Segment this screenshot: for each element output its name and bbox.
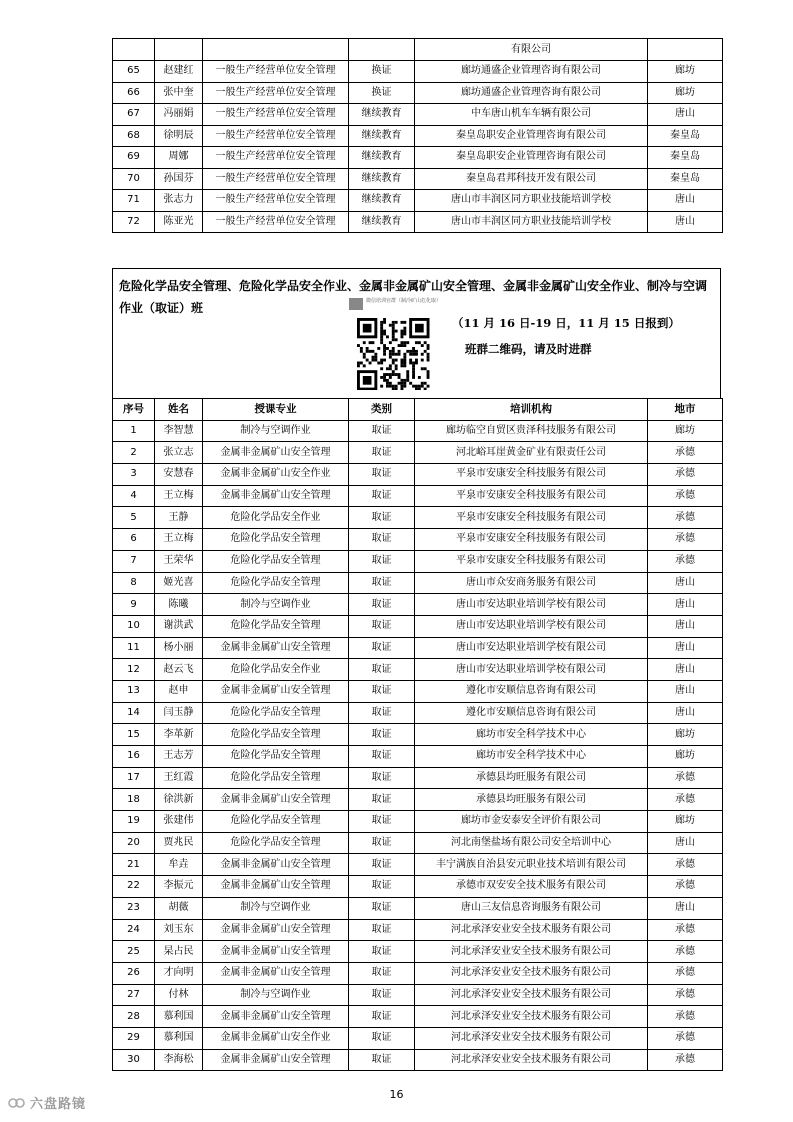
table-cell: 唐山市安达职业培训学校有限公司 bbox=[415, 637, 648, 659]
table-cell: 王志芳 bbox=[155, 746, 203, 768]
table-cell: 金属非金属矿山安全管理 bbox=[203, 680, 349, 702]
page-number: 16 bbox=[389, 1088, 404, 1101]
table-cell: 取证 bbox=[349, 1006, 415, 1028]
table-cell: 刘玉东 bbox=[155, 919, 203, 941]
table-cell: 29 bbox=[113, 1027, 155, 1049]
table-cell: 危险化学品安全管理 bbox=[203, 767, 349, 789]
table-row bbox=[113, 919, 723, 941]
table-row bbox=[113, 594, 723, 616]
table-cell: 70 bbox=[113, 168, 155, 190]
table-cell: 取证 bbox=[349, 962, 415, 984]
table-cell: 唐山市众安商务服务有限公司 bbox=[415, 572, 648, 594]
table-cell: 唐山市安达职业培训学校有限公司 bbox=[415, 615, 648, 637]
table-cell: 安慧春 bbox=[155, 464, 203, 486]
table-cell: 廊坊 bbox=[648, 746, 723, 768]
table-cell: 唐山市丰润区同方职业技能培训学校 bbox=[415, 190, 648, 212]
watermark-text: 六盘路镜 bbox=[30, 1097, 87, 1112]
table-row bbox=[113, 897, 723, 919]
table-cell: 孙国芬 bbox=[155, 168, 203, 190]
table-cell: 王立梅 bbox=[155, 529, 203, 551]
table-cell: 取证 bbox=[349, 832, 415, 854]
table-cell: 金属非金属矿山安全作业 bbox=[203, 464, 349, 486]
table-cell: 危险化学品安全管理 bbox=[203, 832, 349, 854]
table-cell: 一般生产经营单位安全管理 bbox=[203, 82, 349, 104]
table-row bbox=[113, 61, 723, 83]
table-cell: 17 bbox=[113, 767, 155, 789]
table-row bbox=[113, 464, 723, 486]
table-cell bbox=[113, 39, 155, 61]
table-cell: 取证 bbox=[349, 897, 415, 919]
table-cell: 平泉市安康安全科技服务有限公司 bbox=[415, 529, 648, 551]
table-cell: 取证 bbox=[349, 724, 415, 746]
table-cell: 河北承泽安业安全技术服务有限公司 bbox=[415, 1049, 648, 1071]
table-cell: 取证 bbox=[349, 854, 415, 876]
table-cell: 取证 bbox=[349, 572, 415, 594]
table-cell: 3 bbox=[113, 464, 155, 486]
table-cell: 16 bbox=[113, 746, 155, 768]
table-cell: 取证 bbox=[349, 1027, 415, 1049]
table-cell: 取证 bbox=[349, 485, 415, 507]
table-cell: 廊坊市安全科学技术中心 bbox=[415, 724, 648, 746]
table-cell: 遵化市安顺信息咨询有限公司 bbox=[415, 680, 648, 702]
table-cell: 河北承泽安业安全技术服务有限公司 bbox=[415, 941, 648, 963]
table-cell: 承德市双安安全技术服务有限公司 bbox=[415, 876, 648, 898]
table-cell: 5 bbox=[113, 507, 155, 529]
table-cell: 唐山市安达职业培训学校有限公司 bbox=[415, 659, 648, 681]
table-cell: 河北承泽安业安全技术服务有限公司 bbox=[415, 984, 648, 1006]
table-cell: 28 bbox=[113, 1006, 155, 1028]
table-row bbox=[113, 125, 723, 147]
table-row bbox=[113, 190, 723, 212]
table-cell: 姬光喜 bbox=[155, 572, 203, 594]
table-cell: 平泉市安康安全科技服务有限公司 bbox=[415, 464, 648, 486]
table-cell: 唐山市丰润区同方职业技能培训学校 bbox=[415, 211, 648, 233]
table-cell: 20 bbox=[113, 832, 155, 854]
table-cell: 秦皇岛君邦科技开发有限公司 bbox=[415, 168, 648, 190]
class-dates: （11 月 16 日-19 日，11 月 15 日报到） bbox=[452, 316, 680, 330]
table-cell: 王静 bbox=[155, 507, 203, 529]
table-cell: 唐山 bbox=[648, 104, 723, 126]
table-row bbox=[113, 832, 723, 854]
table-cell: 李振元 bbox=[155, 876, 203, 898]
table-cell: 取证 bbox=[349, 550, 415, 572]
table-cell: 廊坊 bbox=[648, 811, 723, 833]
table-cell: 取证 bbox=[349, 1049, 415, 1071]
table-cell: 贾兆民 bbox=[155, 832, 203, 854]
table-cell: 取证 bbox=[349, 767, 415, 789]
table-cell: 21 bbox=[113, 854, 155, 876]
table-cell: 秦皇岛 bbox=[648, 168, 723, 190]
table-cell: 遵化市安顺信息咨询有限公司 bbox=[415, 702, 648, 724]
table-cell: 唐山 bbox=[648, 659, 723, 681]
table-cell: 23 bbox=[113, 897, 155, 919]
table-cell: 取证 bbox=[349, 876, 415, 898]
table-cell bbox=[203, 39, 349, 61]
table-cell: 金属非金属矿山安全管理 bbox=[203, 919, 349, 941]
table-cell: 河北承泽安业安全技术服务有限公司 bbox=[415, 962, 648, 984]
table-cell: 危险化学品安全管理 bbox=[203, 572, 349, 594]
table-row bbox=[113, 82, 723, 104]
table-cell: 承德 bbox=[648, 464, 723, 486]
table-cell: 中车唐山机车车辆有限公司 bbox=[415, 104, 648, 126]
table-cell: 69 bbox=[113, 147, 155, 169]
table-cell: 廊坊市金安泰安全评价有限公司 bbox=[415, 811, 648, 833]
table-cell: 平泉市安康安全科技服务有限公司 bbox=[415, 507, 648, 529]
table-cell: 一般生产经营单位安全管理 bbox=[203, 125, 349, 147]
table-cell: 唐山 bbox=[648, 897, 723, 919]
table-cell: 李海松 bbox=[155, 1049, 203, 1071]
table-cell: 有限公司 bbox=[415, 39, 648, 61]
table-cell: 唐山 bbox=[648, 637, 723, 659]
table-row bbox=[113, 767, 723, 789]
table-cell: 取证 bbox=[349, 789, 415, 811]
table-cell: 赵云飞 bbox=[155, 659, 203, 681]
table-cell: 陈曦 bbox=[155, 594, 203, 616]
table-cell: 承德 bbox=[648, 876, 723, 898]
table-cell: 唐山市安达职业培训学校有限公司 bbox=[415, 594, 648, 616]
table-cell: 一般生产经营单位安全管理 bbox=[203, 147, 349, 169]
table-cell: 王红霞 bbox=[155, 767, 203, 789]
table-cell: 继续教育 bbox=[349, 125, 415, 147]
table-cell: 一般生产经营单位安全管理 bbox=[203, 104, 349, 126]
table-row bbox=[113, 854, 723, 876]
table-row bbox=[113, 211, 723, 233]
table-cell: 唐山 bbox=[648, 702, 723, 724]
table-cell: 承德 bbox=[648, 1006, 723, 1028]
table-cell: 秦皇岛职安企业管理咨询有限公司 bbox=[415, 125, 648, 147]
table-cell: 67 bbox=[113, 104, 155, 126]
table-cell: 金属非金属矿山安全管理 bbox=[203, 442, 349, 464]
table-cell: 危险化学品安全管理 bbox=[203, 724, 349, 746]
table-row bbox=[113, 680, 723, 702]
table-row bbox=[113, 962, 723, 984]
table-continued bbox=[112, 38, 723, 233]
table-header-row bbox=[113, 399, 723, 421]
group-avatar-icon bbox=[349, 298, 363, 310]
table-cell: 王立梅 bbox=[155, 485, 203, 507]
table-cell: 河北南堡盐场有限公司安全培训中心 bbox=[415, 832, 648, 854]
table-cell: 承德 bbox=[648, 550, 723, 572]
table-cell: 张建伟 bbox=[155, 811, 203, 833]
table-cell: 继续教育 bbox=[349, 168, 415, 190]
table-row bbox=[113, 104, 723, 126]
column-header: 类别 bbox=[349, 399, 415, 421]
class-info-box bbox=[112, 268, 721, 398]
table-row bbox=[113, 507, 723, 529]
table-cell: 承德 bbox=[648, 1049, 723, 1071]
table-cell: 19 bbox=[113, 811, 155, 833]
table-cell: 承德 bbox=[648, 442, 723, 464]
table-cell: 72 bbox=[113, 211, 155, 233]
table-cell: 25 bbox=[113, 941, 155, 963]
table-cell: 秦皇岛 bbox=[648, 125, 723, 147]
table-cell: 承德 bbox=[648, 1027, 723, 1049]
table-cell: 取证 bbox=[349, 941, 415, 963]
table-cell: 制冷与空调作业 bbox=[203, 897, 349, 919]
table-cell: 廊坊市安全科学技术中心 bbox=[415, 746, 648, 768]
table-cell: 取证 bbox=[349, 507, 415, 529]
table-cell: 66 bbox=[113, 82, 155, 104]
table-cell: 杲占民 bbox=[155, 941, 203, 963]
table-row bbox=[113, 637, 723, 659]
table-cell: 谢洪武 bbox=[155, 615, 203, 637]
table-cell: 河北承泽安业安全技术服务有限公司 bbox=[415, 1006, 648, 1028]
table-cell: 11 bbox=[113, 637, 155, 659]
column-header: 姓名 bbox=[155, 399, 203, 421]
table-cell: 一般生产经营单位安全管理 bbox=[203, 61, 349, 83]
table-cell: 制冷与空调作业 bbox=[203, 594, 349, 616]
table-cell: 26 bbox=[113, 962, 155, 984]
table-cell: 危险化学品安全管理 bbox=[203, 615, 349, 637]
table-row bbox=[113, 485, 723, 507]
table-cell: 9 bbox=[113, 594, 155, 616]
table-cell: 李智慧 bbox=[155, 420, 203, 442]
table-cell: 15 bbox=[113, 724, 155, 746]
table-cell: 10 bbox=[113, 615, 155, 637]
table-cell: 取证 bbox=[349, 615, 415, 637]
table-row bbox=[113, 702, 723, 724]
table-cell: 廊坊临空自贸区贵泽科技服务有限公司 bbox=[415, 420, 648, 442]
table-cell: 4 bbox=[113, 485, 155, 507]
qr-header bbox=[349, 296, 441, 316]
table-row bbox=[113, 789, 723, 811]
table-cell: 唐山 bbox=[648, 615, 723, 637]
table-cell: 取证 bbox=[349, 442, 415, 464]
table-cell: 王荣华 bbox=[155, 550, 203, 572]
table-cell: 廊坊 bbox=[648, 61, 723, 83]
table-cell: 承德 bbox=[648, 485, 723, 507]
table-cell: 一般生产经营单位安全管理 bbox=[203, 190, 349, 212]
table-cell: 牟垚 bbox=[155, 854, 203, 876]
table-cell: 24 bbox=[113, 919, 155, 941]
table-cell: 廊坊 bbox=[648, 82, 723, 104]
table-cell: 张中奎 bbox=[155, 82, 203, 104]
table-cell: 14 bbox=[113, 702, 155, 724]
column-header: 培训机构 bbox=[415, 399, 648, 421]
table-cell: 12 bbox=[113, 659, 155, 681]
table-cell: 河北承泽安业安全技术服务有限公司 bbox=[415, 1027, 648, 1049]
table-cell: 18 bbox=[113, 789, 155, 811]
table-cell: 唐山 bbox=[648, 832, 723, 854]
qr-card bbox=[349, 296, 441, 392]
table-cell: 7 bbox=[113, 550, 155, 572]
table-cell: 徐明辰 bbox=[155, 125, 203, 147]
table-cell: 取证 bbox=[349, 919, 415, 941]
table-cell: 30 bbox=[113, 1049, 155, 1071]
table-cell: 周娜 bbox=[155, 147, 203, 169]
table-cell: 71 bbox=[113, 190, 155, 212]
table-row bbox=[113, 811, 723, 833]
table-cell: 承德 bbox=[648, 767, 723, 789]
table-cell: 慕利国 bbox=[155, 1006, 203, 1028]
table-cell: 继续教育 bbox=[349, 211, 415, 233]
table-row bbox=[113, 984, 723, 1006]
table-row bbox=[113, 659, 723, 681]
table-cell: 平泉市安康安全科技服务有限公司 bbox=[415, 485, 648, 507]
table-cell: 取证 bbox=[349, 529, 415, 551]
table-cell: 才向明 bbox=[155, 962, 203, 984]
qr-code-icon bbox=[357, 318, 433, 390]
table-cell: 张立志 bbox=[155, 442, 203, 464]
table-row bbox=[113, 746, 723, 768]
qr-group-name: 微信培训官群（制冷矿山危化取） bbox=[366, 298, 442, 304]
column-header: 授课专业 bbox=[203, 399, 349, 421]
table-cell: 取证 bbox=[349, 464, 415, 486]
table-row bbox=[113, 724, 723, 746]
table-cell bbox=[349, 39, 415, 61]
table-row bbox=[113, 168, 723, 190]
watermark-logo-icon bbox=[8, 1096, 26, 1110]
table-cell: 廊坊 bbox=[648, 420, 723, 442]
table-row bbox=[113, 147, 723, 169]
table-cell: 承德 bbox=[648, 941, 723, 963]
table-cell: 8 bbox=[113, 572, 155, 594]
table-cell: 取证 bbox=[349, 702, 415, 724]
table-cell: 取证 bbox=[349, 659, 415, 681]
table-cell: 金属非金属矿山安全管理 bbox=[203, 637, 349, 659]
table-row bbox=[113, 572, 723, 594]
join-group-note: 班群二维码，请及时进群 bbox=[465, 342, 592, 356]
table-cell: 危险化学品安全管理 bbox=[203, 702, 349, 724]
table-cell: 秦皇岛 bbox=[648, 147, 723, 169]
table-cell: 65 bbox=[113, 61, 155, 83]
table-cell: 取证 bbox=[349, 984, 415, 1006]
table-cell: 金属非金属矿山安全管理 bbox=[203, 854, 349, 876]
table-cell: 2 bbox=[113, 442, 155, 464]
table-row bbox=[113, 615, 723, 637]
table-cell: 唐山 bbox=[648, 594, 723, 616]
table-cell: 27 bbox=[113, 984, 155, 1006]
table-cell: 1 bbox=[113, 420, 155, 442]
table-cell bbox=[648, 39, 723, 61]
table-cell: 金属非金属矿山安全作业 bbox=[203, 1027, 349, 1049]
table-cell: 张志力 bbox=[155, 190, 203, 212]
table-cell: 68 bbox=[113, 125, 155, 147]
table-cell: 危险化学品安全管理 bbox=[203, 746, 349, 768]
table-cell: 危险化学品安全管理 bbox=[203, 550, 349, 572]
table-cell: 6 bbox=[113, 529, 155, 551]
table-cell: 承德 bbox=[648, 789, 723, 811]
table-cell: 危险化学品安全管理 bbox=[203, 811, 349, 833]
table-cell: 承德 bbox=[648, 919, 723, 941]
table-cell: 金属非金属矿山安全管理 bbox=[203, 962, 349, 984]
table-cell: 危险化学品安全作业 bbox=[203, 659, 349, 681]
table-cell: 金属非金属矿山安全管理 bbox=[203, 941, 349, 963]
table-cell: 慕利国 bbox=[155, 1027, 203, 1049]
table-cell: 金属非金属矿山安全管理 bbox=[203, 789, 349, 811]
table-cell: 廊坊通盛企业管理咨询有限公司 bbox=[415, 61, 648, 83]
table-cell: 承德 bbox=[648, 507, 723, 529]
table-cell: 换证 bbox=[349, 61, 415, 83]
table-cell: 平泉市安康安全科技服务有限公司 bbox=[415, 550, 648, 572]
table-cell: 取证 bbox=[349, 680, 415, 702]
table-cell: 徐洪新 bbox=[155, 789, 203, 811]
table-cell: 陈亚光 bbox=[155, 211, 203, 233]
table-cell: 危险化学品安全作业 bbox=[203, 507, 349, 529]
table-cell: 唐山 bbox=[648, 572, 723, 594]
table-cell: 13 bbox=[113, 680, 155, 702]
table-cell: 胡薇 bbox=[155, 897, 203, 919]
table-cell: 廊坊通盛企业管理咨询有限公司 bbox=[415, 82, 648, 104]
table-cell: 冯丽娟 bbox=[155, 104, 203, 126]
table-cell: 唐山 bbox=[648, 190, 723, 212]
table-row bbox=[113, 876, 723, 898]
table-row bbox=[113, 550, 723, 572]
table-cell: 河北峪耳崖黄金矿业有限责任公司 bbox=[415, 442, 648, 464]
table-cell: 取证 bbox=[349, 594, 415, 616]
table-row bbox=[113, 1006, 723, 1028]
table-row bbox=[113, 941, 723, 963]
table-row bbox=[113, 39, 723, 61]
table-cell: 唐山三友信息咨询服务有限公司 bbox=[415, 897, 648, 919]
table-cell: 李革新 bbox=[155, 724, 203, 746]
watermark bbox=[8, 1093, 86, 1112]
student-table bbox=[112, 398, 723, 1071]
table-cell: 廊坊 bbox=[648, 724, 723, 746]
table-cell: 闫玉静 bbox=[155, 702, 203, 724]
class-title: 危险化学品安全管理、危险化学品安全作业、金属非金属矿山安全管理、金属非金属矿山安全作业、制冷与空调作业（取证）班 bbox=[119, 279, 708, 315]
table-cell: 河北承泽安业安全技术服务有限公司 bbox=[415, 919, 648, 941]
table-cell: 金属非金属矿山安全管理 bbox=[203, 1006, 349, 1028]
table-cell: 继续教育 bbox=[349, 190, 415, 212]
table-cell: 一般生产经营单位安全管理 bbox=[203, 211, 349, 233]
table-cell: 制冷与空调作业 bbox=[203, 420, 349, 442]
table-cell bbox=[155, 39, 203, 61]
table-cell: 承德县均旺服务有限公司 bbox=[415, 789, 648, 811]
table-cell: 取证 bbox=[349, 811, 415, 833]
table-cell: 金属非金属矿山安全管理 bbox=[203, 1049, 349, 1071]
table-cell: 继续教育 bbox=[349, 104, 415, 126]
table-row bbox=[113, 442, 723, 464]
table-cell: 杨小丽 bbox=[155, 637, 203, 659]
table-cell: 继续教育 bbox=[349, 147, 415, 169]
table-cell: 承德 bbox=[648, 962, 723, 984]
column-header: 序号 bbox=[113, 399, 155, 421]
table-cell: 赵申 bbox=[155, 680, 203, 702]
table-cell: 取证 bbox=[349, 746, 415, 768]
table-cell: 丰宁满族自治县安元职业技术培训有限公司 bbox=[415, 854, 648, 876]
table-cell: 承德 bbox=[648, 984, 723, 1006]
table-row bbox=[113, 1027, 723, 1049]
table-cell: 付林 bbox=[155, 984, 203, 1006]
table-cell: 唐山 bbox=[648, 211, 723, 233]
table-cell: 取证 bbox=[349, 637, 415, 659]
table-cell: 换证 bbox=[349, 82, 415, 104]
table-cell: 承德 bbox=[648, 529, 723, 551]
table-row bbox=[113, 529, 723, 551]
column-header: 地市 bbox=[648, 399, 723, 421]
table-row bbox=[113, 1049, 723, 1071]
table-cell: 赵建红 bbox=[155, 61, 203, 83]
table-cell: 唐山 bbox=[648, 680, 723, 702]
table-cell: 取证 bbox=[349, 420, 415, 442]
table-cell: 金属非金属矿山安全管理 bbox=[203, 876, 349, 898]
table-cell: 制冷与空调作业 bbox=[203, 984, 349, 1006]
table-cell: 秦皇岛职安企业管理咨询有限公司 bbox=[415, 147, 648, 169]
table-cell: 一般生产经营单位安全管理 bbox=[203, 168, 349, 190]
table-cell: 承德县均旺服务有限公司 bbox=[415, 767, 648, 789]
table-cell: 危险化学品安全管理 bbox=[203, 529, 349, 551]
table-cell: 22 bbox=[113, 876, 155, 898]
table-row bbox=[113, 420, 723, 442]
table-cell: 金属非金属矿山安全管理 bbox=[203, 485, 349, 507]
table-cell: 承德 bbox=[648, 854, 723, 876]
